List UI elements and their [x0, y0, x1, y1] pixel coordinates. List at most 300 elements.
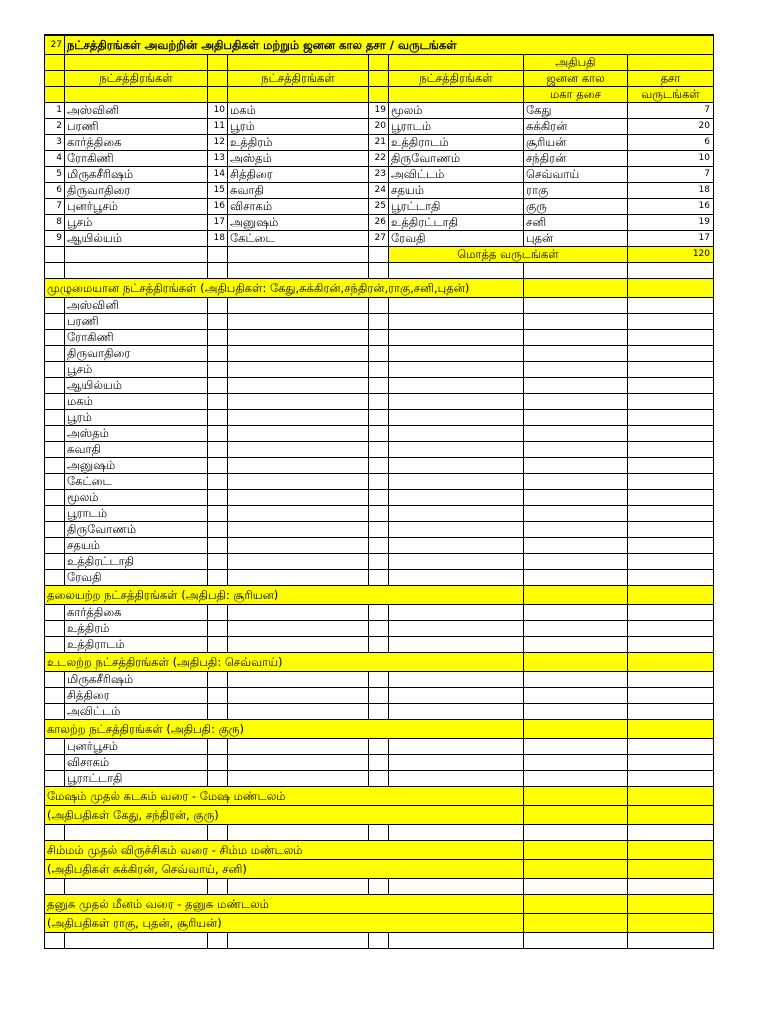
empty-cell [208, 71, 228, 87]
empty-cell [628, 426, 714, 442]
list-item-row [45, 637, 714, 653]
star-name: மகம் [228, 103, 369, 119]
empty-cell [628, 787, 714, 806]
empty-cell [228, 570, 369, 586]
empty-cell [628, 442, 714, 458]
header-row-3 [45, 87, 714, 103]
empty-cell [369, 637, 389, 653]
empty-cell [369, 362, 389, 378]
empty-cell [628, 806, 714, 825]
empty-cell [389, 672, 524, 688]
dasa-years: 6 [628, 135, 714, 151]
list-item: சதயம் [65, 538, 208, 554]
list-item-row [45, 621, 714, 637]
mandalam-lords: (அதிபதிகள் கேது, சந்திரன், குரு) [45, 806, 524, 825]
empty-cell [369, 933, 389, 949]
empty-cell [369, 314, 389, 330]
list-item-row [45, 458, 714, 474]
empty-cell [389, 637, 524, 653]
empty-cell [628, 841, 714, 860]
header-maha-dasai: மகா தசை [524, 87, 628, 103]
empty-cell [628, 458, 714, 474]
empty-cell [628, 720, 714, 739]
empty-cell [45, 570, 65, 586]
star-number: 24 [369, 183, 389, 199]
empty-cell [389, 825, 524, 841]
empty-cell [228, 704, 369, 720]
empty-cell [228, 490, 369, 506]
empty-cell [208, 621, 228, 637]
empty-cell [208, 739, 228, 755]
empty-cell [389, 570, 524, 586]
star-name: சுவாதி [228, 183, 369, 199]
empty-cell [628, 410, 714, 426]
list-item: மூலம் [65, 490, 208, 506]
empty-cell [389, 755, 524, 771]
dasa-years: 18 [628, 183, 714, 199]
dasa-lord: குரு [524, 199, 628, 215]
empty-cell [369, 298, 389, 314]
empty-cell [228, 554, 369, 570]
empty-cell [228, 621, 369, 637]
empty-cell [524, 704, 628, 720]
dasa-years: 16 [628, 199, 714, 215]
empty-cell [369, 506, 389, 522]
empty-cell [389, 458, 524, 474]
list-item: மிருகசீரிஷம் [65, 672, 208, 688]
empty-cell [628, 538, 714, 554]
empty-cell [228, 394, 369, 410]
empty-cell [45, 704, 65, 720]
empty-cell [45, 879, 65, 895]
empty-cell [628, 637, 714, 653]
sheet-title: நட்சத்திரங்கள் அவற்றின் அதிபதிகள் மற்றும் ஜனன கால தசா / வருடங்கள் [65, 35, 714, 55]
empty-cell [628, 394, 714, 410]
star-name: திருவாதிரை [65, 183, 208, 199]
empty-cell [628, 704, 714, 720]
empty-cell [524, 586, 628, 605]
empty-cell [369, 570, 389, 586]
empty-cell [208, 605, 228, 621]
empty-cell [628, 895, 714, 914]
empty-cell [45, 87, 65, 103]
list-item-row [45, 410, 714, 426]
empty-cell [389, 346, 524, 362]
star-number: 2 [45, 119, 65, 135]
list-item-row [45, 314, 714, 330]
empty-cell [628, 263, 714, 279]
empty-cell [228, 933, 369, 949]
empty-cell [45, 554, 65, 570]
list-item: ஆயில்யம் [65, 378, 208, 394]
empty-cell [628, 314, 714, 330]
star-row [45, 199, 714, 215]
empty-cell [628, 653, 714, 672]
empty-cell [369, 490, 389, 506]
empty-cell [65, 879, 208, 895]
empty-cell [208, 314, 228, 330]
star-row [45, 135, 714, 151]
star-number: 26 [369, 215, 389, 231]
star-number: 23 [369, 167, 389, 183]
list-item-row [45, 378, 714, 394]
empty-cell [228, 426, 369, 442]
star-row [45, 151, 714, 167]
empty-cell [524, 570, 628, 586]
empty-cell [45, 739, 65, 755]
empty-cell [628, 490, 714, 506]
list-item-row [45, 739, 714, 755]
star-number: 19 [369, 103, 389, 119]
empty-cell [524, 621, 628, 637]
star-row [45, 215, 714, 231]
empty-cell [389, 739, 524, 755]
empty-cell [524, 490, 628, 506]
mandalam-title: தனுசு முதல் மீனம் வரை - தனுசு மண்டலம் [45, 895, 524, 914]
list-item: கார்த்திகை [65, 605, 208, 621]
star-number: 13 [208, 151, 228, 167]
empty-cell [389, 688, 524, 704]
sheet-body [45, 35, 714, 949]
header-row-2 [45, 71, 714, 87]
list-item: உத்திராடம் [65, 637, 208, 653]
star-name: உத்திராடம் [389, 135, 524, 151]
list-item: பூராடம் [65, 506, 208, 522]
empty-cell [228, 87, 369, 103]
empty-cell [389, 538, 524, 554]
list-item: கேட்டை [65, 474, 208, 490]
empty-cell [208, 570, 228, 586]
list-item-row [45, 442, 714, 458]
bodiless-stars-heading: உடலற்ற நட்சத்திரங்கள் (அதிபதி: செவ்வாய்) [45, 653, 524, 672]
dasa-years: 17 [628, 231, 714, 247]
list-item-row [45, 330, 714, 346]
empty-cell [524, 458, 628, 474]
star-name: உத்திரட்டாதி [389, 215, 524, 231]
empty-cell [369, 378, 389, 394]
empty-cell [369, 474, 389, 490]
mandalam-title: மேஷம் முதல் கடகம் வரை - மேஷ மண்டலம் [45, 787, 524, 806]
star-number: 10 [208, 103, 228, 119]
list-item-row [45, 506, 714, 522]
star-name: சதயம் [389, 183, 524, 199]
empty-cell [369, 522, 389, 538]
empty-cell [524, 394, 628, 410]
star-number: 5 [45, 167, 65, 183]
star-number: 27 [369, 231, 389, 247]
star-number: 4 [45, 151, 65, 167]
empty-cell [524, 330, 628, 346]
list-item-row [45, 346, 714, 362]
empty-cell [45, 637, 65, 653]
star-number: 1 [45, 103, 65, 119]
dasa-years: 20 [628, 119, 714, 135]
empty-cell [208, 490, 228, 506]
empty-cell [369, 263, 389, 279]
header-dasa: தசா [628, 71, 714, 87]
star-row [45, 167, 714, 183]
list-item: விசாகம் [65, 755, 208, 771]
list-item-row [45, 474, 714, 490]
header-natchathirangal-1: நட்சத்திரங்கள் [65, 71, 208, 87]
title-row [45, 35, 714, 55]
star-name: பரணி [65, 119, 208, 135]
star-name: கேட்டை [228, 231, 369, 247]
empty-cell [65, 247, 208, 263]
empty-cell [228, 298, 369, 314]
star-name: ரோகிணி [65, 151, 208, 167]
empty-cell [628, 570, 714, 586]
empty-cell [369, 672, 389, 688]
empty-cell [208, 263, 228, 279]
empty-cell [389, 378, 524, 394]
list-item: உத்திரம் [65, 621, 208, 637]
empty-cell [228, 458, 369, 474]
section-heading-row [45, 653, 714, 672]
empty-cell [389, 362, 524, 378]
empty-cell [208, 394, 228, 410]
list-item-row [45, 394, 714, 410]
empty-cell [45, 490, 65, 506]
empty-cell [524, 771, 628, 787]
empty-cell [208, 522, 228, 538]
star-name: பூசம் [65, 215, 208, 231]
empty-cell [628, 55, 714, 71]
mandalam-lords: (அதிபதிகள் சுக்கிரன், செவ்வாய், சனி) [45, 860, 524, 879]
empty-cell [45, 362, 65, 378]
dasa-lord: செவ்வாய் [524, 167, 628, 183]
total-row [45, 247, 714, 263]
empty-cell [45, 474, 65, 490]
empty-cell [524, 378, 628, 394]
mandalam-lords: (அதிபதிகள் ராகு, புதன், சூரியன்) [45, 914, 524, 933]
list-item: சுவாதி [65, 442, 208, 458]
full-stars-heading: முழுமையான நட்சத்திரங்கள் (அதிபதிகள்: கேது,சுக்கிரன்,சந்திரன்,ராகு,சனி,புதன்) [45, 279, 524, 298]
empty-cell [524, 263, 628, 279]
empty-cell [45, 672, 65, 688]
spacer-row [45, 879, 714, 895]
empty-cell [208, 410, 228, 426]
empty-cell [389, 442, 524, 458]
mandalam-title: சிம்மம் முதல் விருச்சிகம் வரை - சிம்ம மண்டலம் [45, 841, 524, 860]
star-number: 25 [369, 199, 389, 215]
empty-cell [524, 720, 628, 739]
star-name: பூராடம் [389, 119, 524, 135]
empty-cell [369, 410, 389, 426]
empty-cell [524, 688, 628, 704]
empty-cell [524, 755, 628, 771]
empty-cell [228, 672, 369, 688]
empty-cell [524, 653, 628, 672]
dasa-lord: சுக்கிரன் [524, 119, 628, 135]
list-item-row [45, 298, 714, 314]
empty-cell [524, 605, 628, 621]
empty-cell [524, 442, 628, 458]
dasa-years: 7 [628, 103, 714, 119]
empty-cell [628, 522, 714, 538]
empty-cell [45, 314, 65, 330]
title-count: 27 [45, 35, 65, 55]
section-heading-row [45, 586, 714, 605]
empty-cell [389, 704, 524, 720]
empty-cell [389, 605, 524, 621]
star-number: 16 [208, 199, 228, 215]
empty-cell [208, 825, 228, 841]
list-item-row [45, 605, 714, 621]
empty-cell [389, 879, 524, 895]
empty-cell [45, 506, 65, 522]
empty-cell [369, 554, 389, 570]
list-item: உத்திரட்டாதி [65, 554, 208, 570]
star-number: 18 [208, 231, 228, 247]
empty-cell [524, 787, 628, 806]
spacer-row [45, 263, 714, 279]
empty-cell [228, 605, 369, 621]
empty-cell [208, 688, 228, 704]
empty-cell [369, 330, 389, 346]
empty-cell [369, 458, 389, 474]
empty-cell [45, 298, 65, 314]
empty-cell [45, 346, 65, 362]
star-number: 21 [369, 135, 389, 151]
empty-cell [389, 410, 524, 426]
empty-cell [228, 410, 369, 426]
empty-cell [208, 538, 228, 554]
empty-cell [228, 55, 369, 71]
empty-cell [389, 474, 524, 490]
empty-cell [524, 298, 628, 314]
empty-cell [369, 739, 389, 755]
empty-cell [228, 378, 369, 394]
empty-cell [369, 247, 389, 263]
empty-cell [369, 55, 389, 71]
empty-cell [208, 637, 228, 653]
empty-cell [208, 247, 228, 263]
star-name: பூரட்டாதி [389, 199, 524, 215]
empty-cell [389, 522, 524, 538]
list-item-row [45, 570, 714, 586]
dasa-lord: கேது [524, 103, 628, 119]
list-item-row [45, 362, 714, 378]
dasa-lord: சூரியன் [524, 135, 628, 151]
empty-cell [524, 914, 628, 933]
empty-cell [228, 330, 369, 346]
empty-cell [45, 410, 65, 426]
empty-cell [389, 263, 524, 279]
empty-cell [45, 378, 65, 394]
empty-cell [524, 554, 628, 570]
empty-cell [45, 688, 65, 704]
empty-cell [208, 298, 228, 314]
star-number: 8 [45, 215, 65, 231]
list-item: திருவாதிரை [65, 346, 208, 362]
mandalam-row [45, 860, 714, 879]
star-number: 12 [208, 135, 228, 151]
mandalam-row [45, 806, 714, 825]
empty-cell [45, 538, 65, 554]
list-item: புனர்பூசம் [65, 739, 208, 755]
star-number: 17 [208, 215, 228, 231]
star-number: 6 [45, 183, 65, 199]
star-number: 3 [45, 135, 65, 151]
star-name: உத்திரம் [228, 135, 369, 151]
empty-cell [628, 914, 714, 933]
empty-cell [208, 506, 228, 522]
empty-cell [369, 394, 389, 410]
empty-cell [45, 605, 65, 621]
empty-cell [369, 621, 389, 637]
star-number: 9 [45, 231, 65, 247]
list-item-row [45, 538, 714, 554]
empty-cell [628, 860, 714, 879]
star-name: கார்த்திகை [65, 135, 208, 151]
empty-cell [228, 263, 369, 279]
header-row-1 [45, 55, 714, 71]
star-name: புனர்பூசம் [65, 199, 208, 215]
empty-cell [65, 263, 208, 279]
dasa-lord: ராகு [524, 183, 628, 199]
header-janana-kala: ஜனன கால [524, 71, 628, 87]
empty-cell [524, 314, 628, 330]
star-number: 15 [208, 183, 228, 199]
empty-cell [524, 362, 628, 378]
empty-cell [628, 688, 714, 704]
empty-cell [628, 672, 714, 688]
dasa-lord: சந்திரன் [524, 151, 628, 167]
star-row [45, 119, 714, 135]
header-adhipathi: அதிபதி [524, 55, 628, 71]
empty-cell [208, 442, 228, 458]
empty-cell [228, 522, 369, 538]
empty-cell [45, 247, 65, 263]
empty-cell [524, 672, 628, 688]
empty-cell [45, 330, 65, 346]
empty-cell [389, 554, 524, 570]
empty-cell [45, 933, 65, 949]
empty-cell [628, 279, 714, 298]
star-name: ஆயில்யம் [65, 231, 208, 247]
star-number: 7 [45, 199, 65, 215]
list-item-row [45, 688, 714, 704]
list-item: அஸ்தம் [65, 426, 208, 442]
empty-cell [208, 474, 228, 490]
empty-cell [524, 806, 628, 825]
list-item-row [45, 426, 714, 442]
empty-cell [208, 426, 228, 442]
empty-cell [628, 605, 714, 621]
empty-cell [389, 426, 524, 442]
star-name: சித்திரை [228, 167, 369, 183]
header-natchathirangal-3: நட்சத்திரங்கள் [389, 71, 524, 87]
empty-cell [524, 522, 628, 538]
empty-cell [45, 263, 65, 279]
empty-cell [369, 771, 389, 787]
star-name: மிருகசீரிஷம் [65, 167, 208, 183]
empty-cell [208, 771, 228, 787]
empty-cell [524, 825, 628, 841]
empty-cell [369, 442, 389, 458]
dasa-years: 19 [628, 215, 714, 231]
dasa-years: 7 [628, 167, 714, 183]
empty-cell [369, 605, 389, 621]
empty-cell [628, 739, 714, 755]
header-varudangal: வருடங்கள் [628, 87, 714, 103]
star-name: பூரம் [228, 119, 369, 135]
list-item: ரோகிணி [65, 330, 208, 346]
empty-cell [389, 394, 524, 410]
empty-cell [369, 704, 389, 720]
empty-cell [524, 426, 628, 442]
